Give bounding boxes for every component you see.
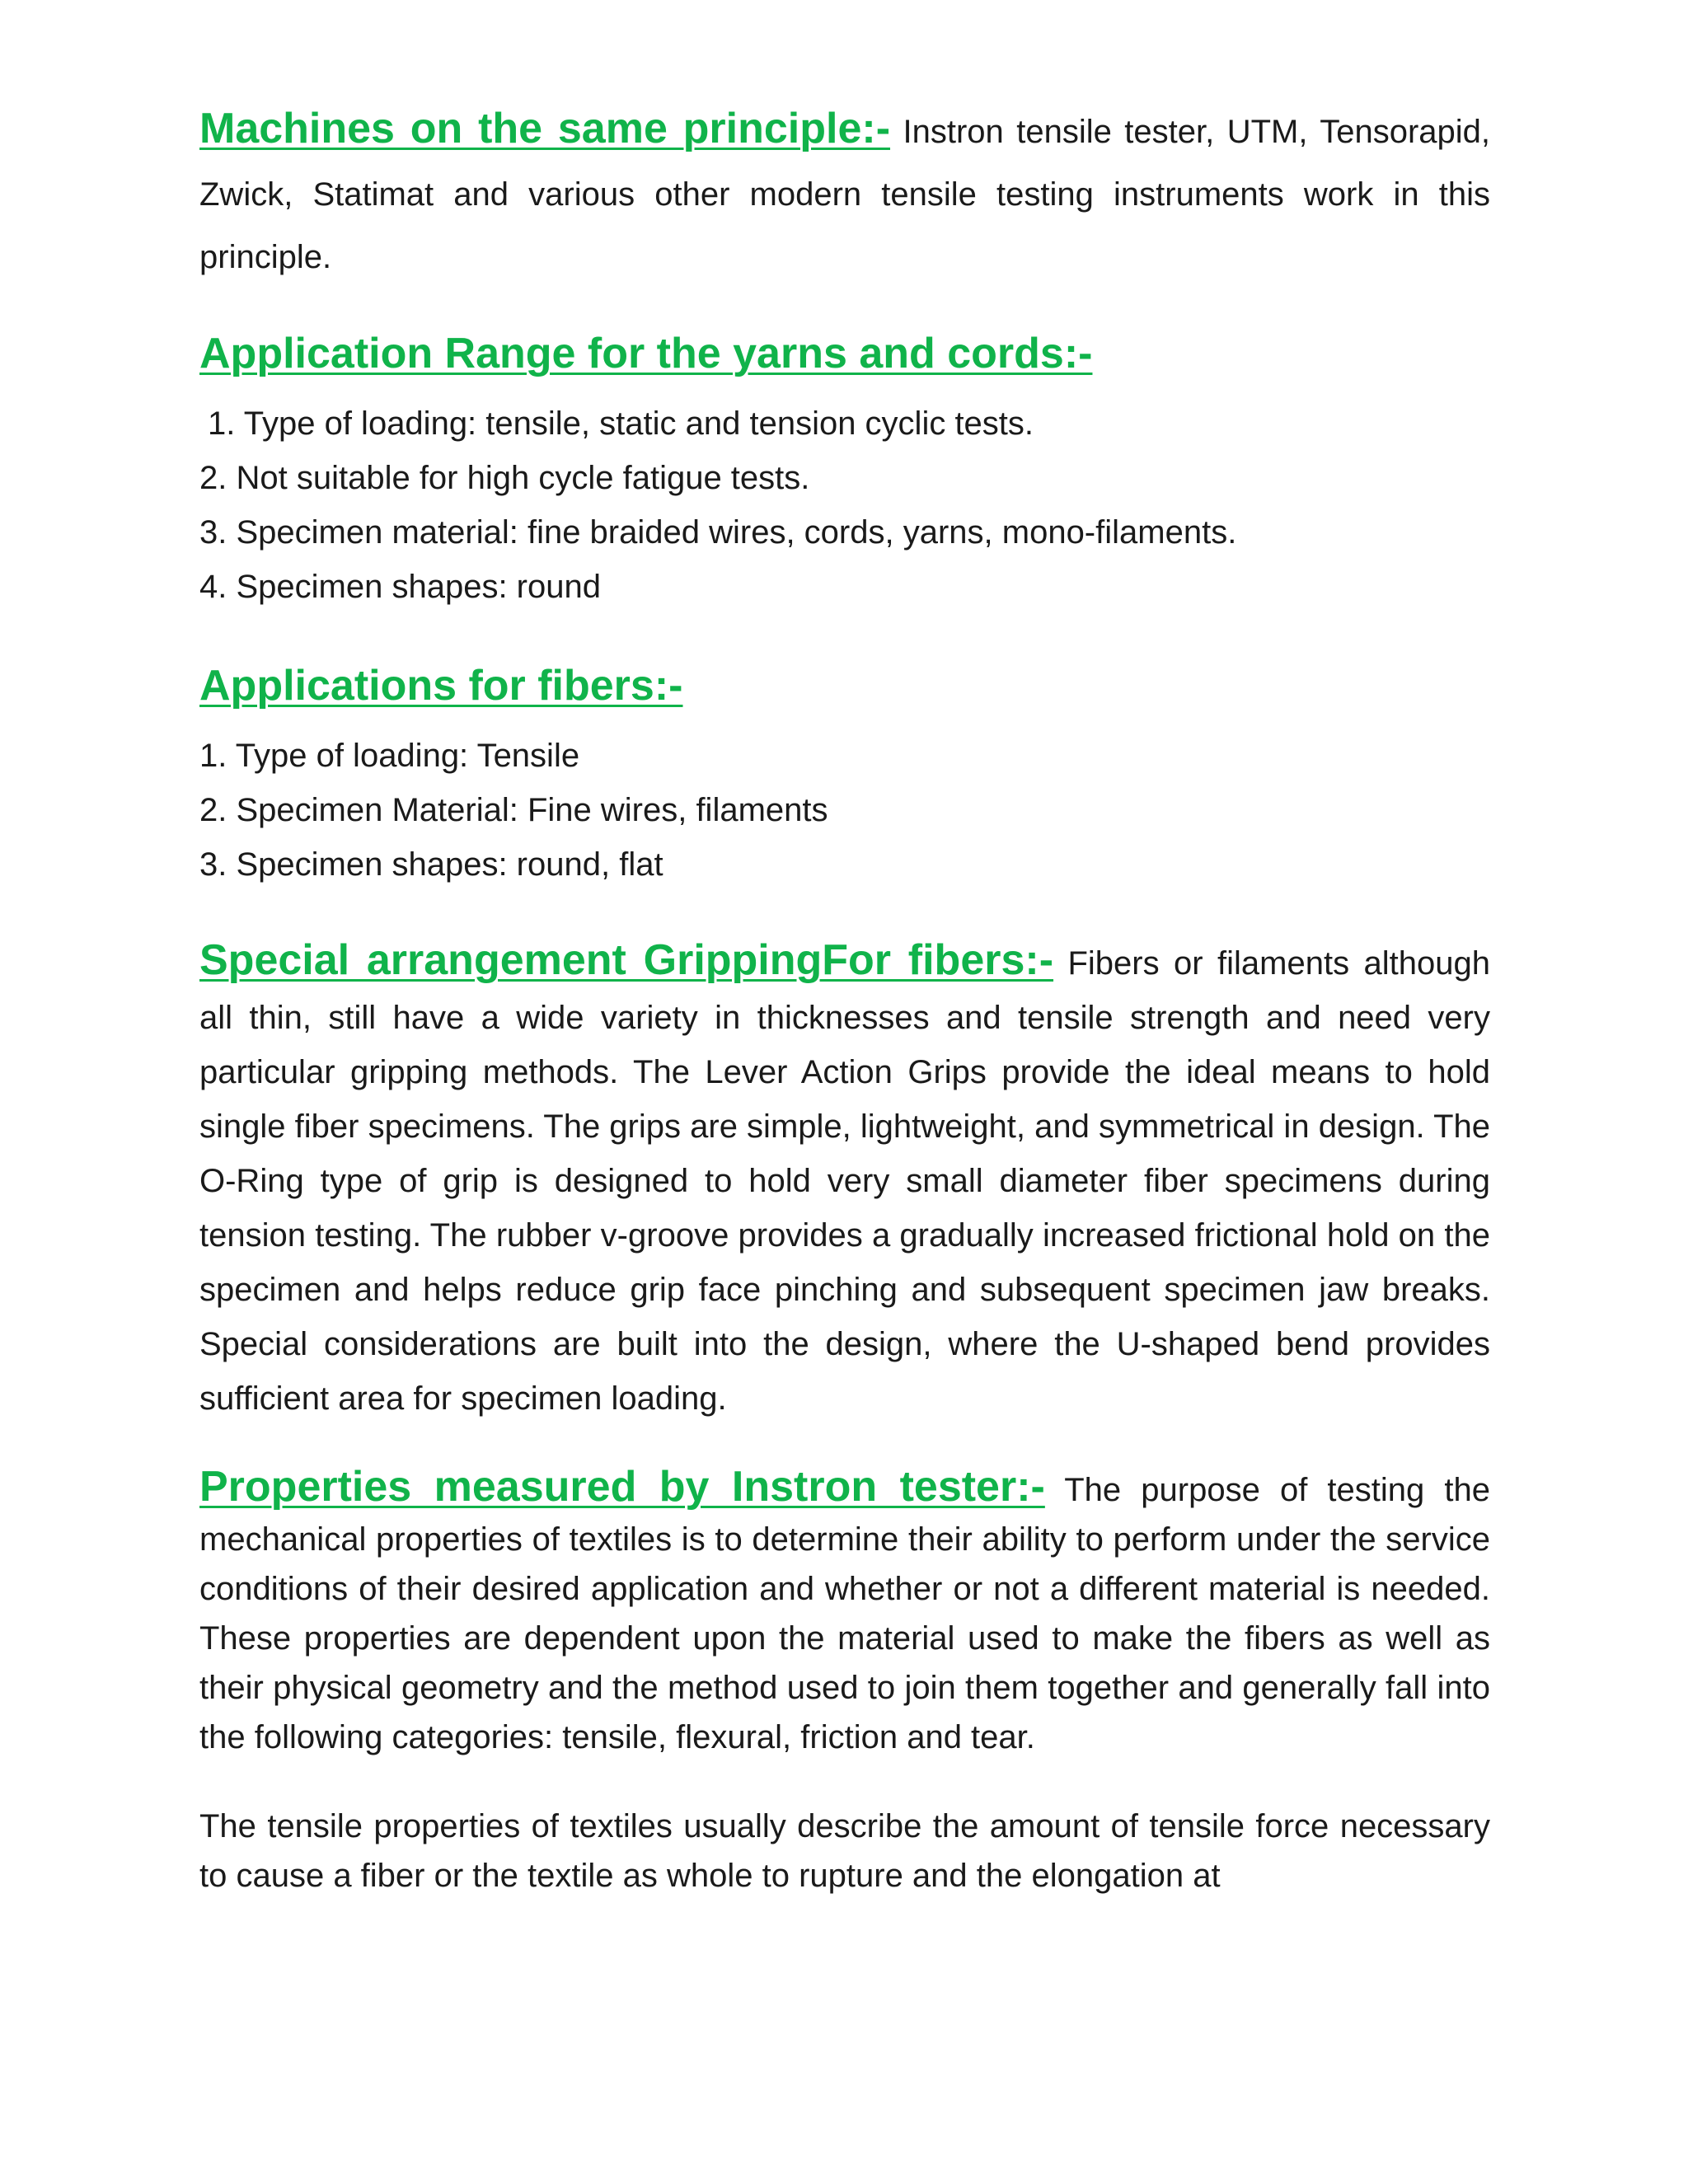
section-machines xyxy=(199,97,1490,288)
machines-body: Instron tensile tester, UTM, Tensorapid, Zwick, Statimat and various other modern tensile testing instruments work in this principle. xyxy=(199,114,1491,275)
list-item: 2. Specimen Material: Fine wires, filaments xyxy=(199,792,828,828)
fibers-list xyxy=(199,729,1490,892)
list-item: 3. Specimen shapes: round, flat xyxy=(199,846,663,883)
tensile-body: The tensile properties of textiles usually describe the amount of tensile force necessary to cause a fiber or the textile as whole to rupture and the elongation at xyxy=(199,1808,1490,1894)
document-page xyxy=(199,97,1490,1900)
machines-heading: Machines on the same principle:- xyxy=(199,105,891,152)
section-properties xyxy=(199,1462,1490,1762)
fibers-heading: Applications for fibers:- xyxy=(199,662,683,710)
section-yarns xyxy=(199,321,1490,614)
list-item: 1. Type of loading: Tensile xyxy=(199,738,580,774)
properties-body: The purpose of testing the mechanical properties of textiles is to determine their ability to perform under the service conditions of their desired application and whether or not a different material is needed. These properties are dependent upon the material used to make the fibers as well as their physical geometry and the method used to join them together and generally fall into the following categories: tensile, flexural, friction and tear. xyxy=(199,1472,1490,1755)
fibers-heading-wrap xyxy=(199,654,1490,729)
list-item: 2. Not suitable for high cycle fatigue tests. xyxy=(199,460,810,496)
gripping-heading: Special arrangement GrippingFor fibers:- xyxy=(199,936,1054,984)
list-item: 4. Specimen shapes: round xyxy=(199,569,601,605)
yarns-heading-wrap xyxy=(199,321,1490,396)
properties-heading: Properties measured by Instron tester:- xyxy=(199,1463,1045,1511)
gripping-body: Fibers or filaments although all thin, still have a wide variety in thicknesses and tensile strength and need very particular gripping methods. The Lever Action Grips provide the ideal means to hold single fiber specimens. The grips are simple, lightweight, and symmetrical in design. The O-Ring type of grip is designed to hold very small diameter fiber specimens during tension testing. The rubber v-groove provides a gradually increased frictional hold on the specimen and helps reduce grip face pinching and subsequent specimen jaw breaks. Special considerations are built into the design, where the U-shaped bend provides sufficient area for specimen loading. xyxy=(199,945,1490,1417)
list-item: 3. Specimen material: fine braided wires, cords, yarns, mono-filaments. xyxy=(199,514,1237,551)
section-tensile xyxy=(199,1802,1490,1900)
section-gripping xyxy=(199,933,1490,1426)
yarns-list xyxy=(199,396,1490,614)
section-fibers xyxy=(199,654,1490,892)
list-item: 1. Type of loading: tensile, static and tension cyclic tests. xyxy=(208,405,1034,442)
yarns-heading: Application Range for the yarns and cords:- xyxy=(199,330,1093,377)
